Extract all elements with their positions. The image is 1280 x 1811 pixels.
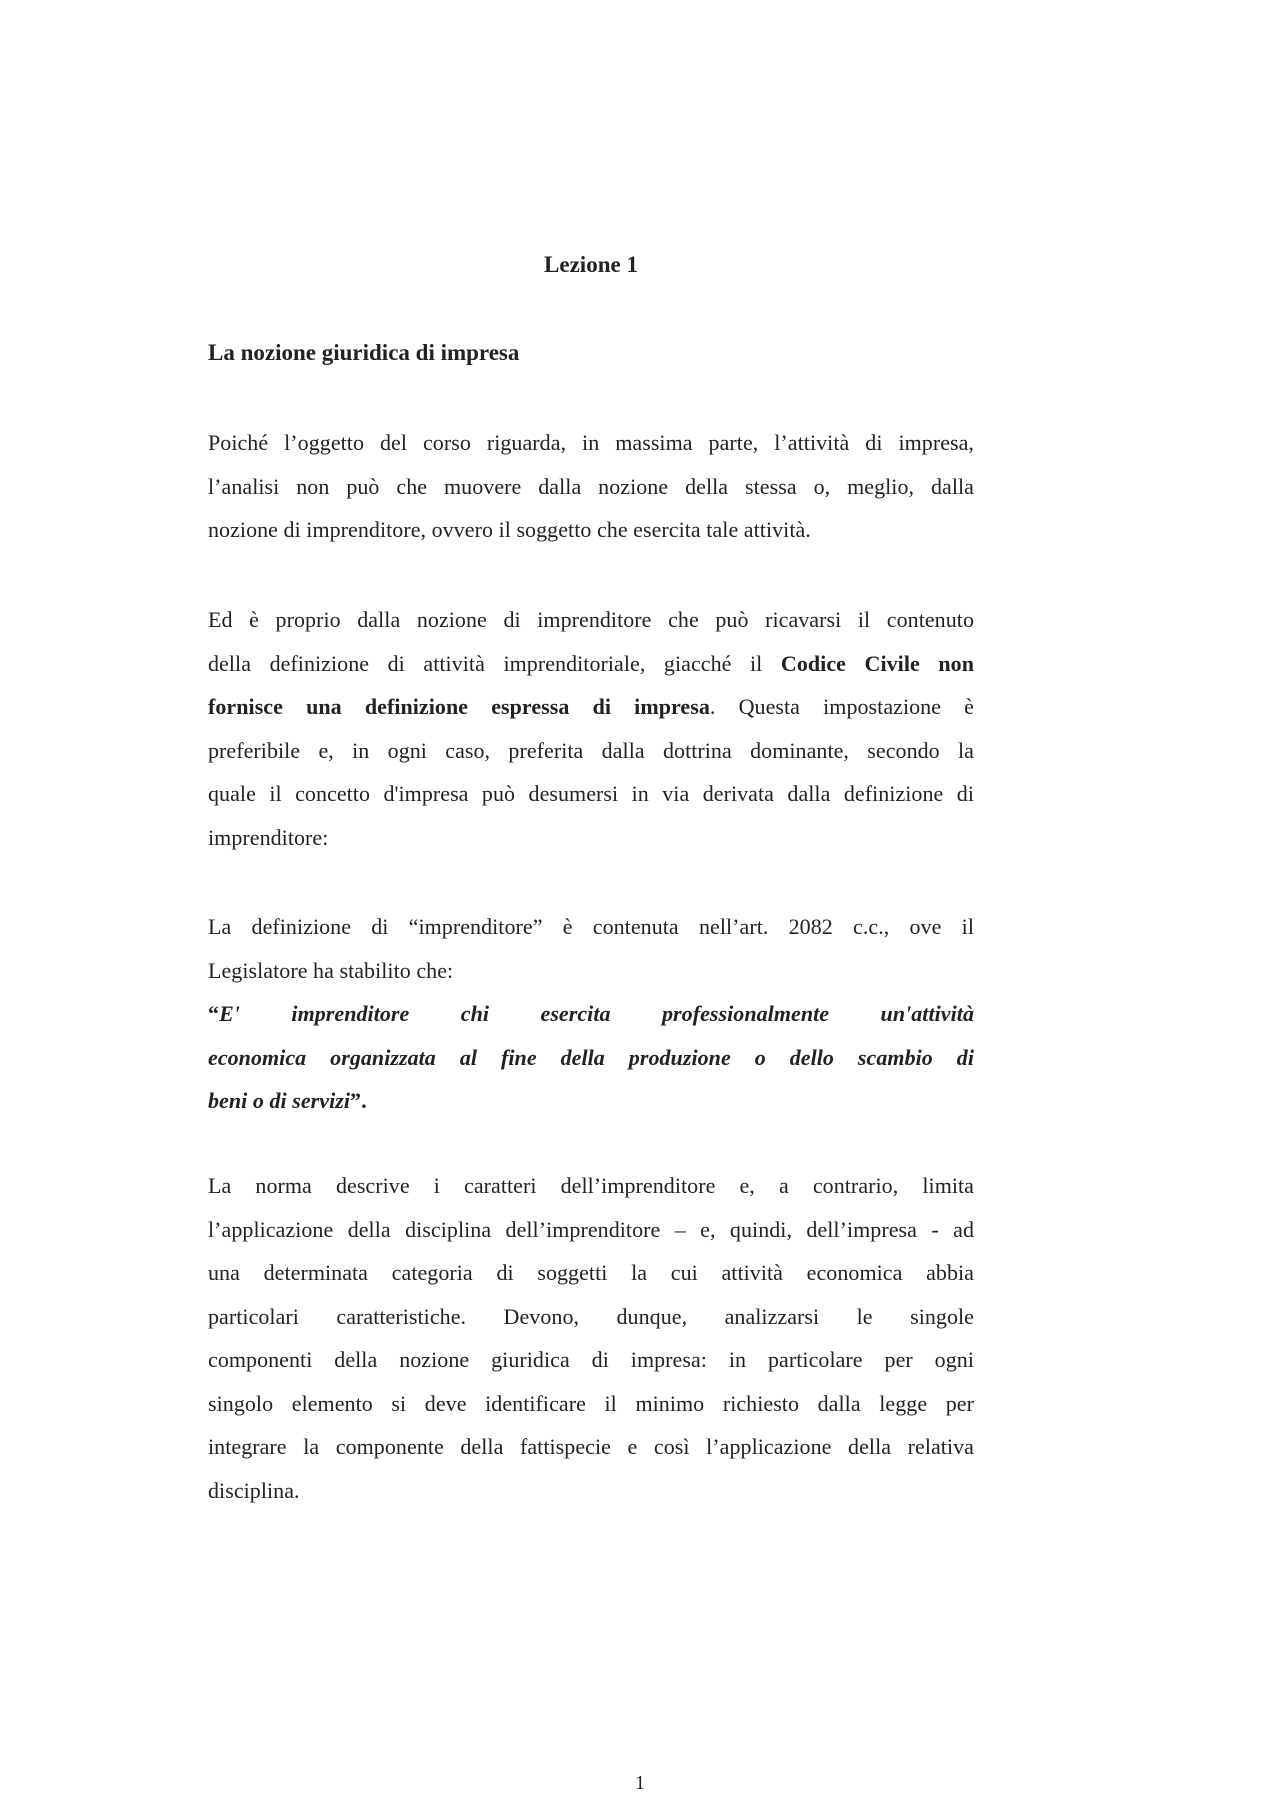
paragraph-1 (208, 421, 974, 552)
emphasis-definition: fornisce una definizione espressa di impresa (208, 694, 710, 719)
paragraph-4-line: disciplina. (208, 1477, 300, 1503)
lesson-title: Lezione 1 (544, 252, 638, 277)
paragraph-4-line: l’applicazione della disciplina dell’imprenditore – e, quindi, dell’impresa - ad (208, 1216, 974, 1242)
paragraph-4-line: componenti della nozione giuridica di impresa: in particolare per ogni (208, 1347, 974, 1372)
section-title: La nozione giuridica di impresa (208, 340, 520, 365)
quote-line (208, 1079, 974, 1123)
paragraph-3-line: Legislatore ha stabilito che: (208, 957, 454, 983)
quote-close-mark: ”. (350, 1088, 367, 1113)
paragraph-2-line: preferibile e, in ogni caso, preferita dalla dottrina dominante, secondo la (208, 737, 974, 763)
quote-line: economica organizzata al fine della produzione o dello scambio di (208, 1044, 974, 1070)
emphasis-civil-code: Codice Civile non (780, 650, 974, 676)
paragraph-2-text: . Questa impostazione è (709, 694, 974, 719)
paragraph-2-line: imprenditore: (208, 824, 329, 850)
paragraph-3-line: La definizione di “imprenditore” è contenuta nell’art. 2082 c.c., ove il (208, 914, 974, 939)
paragraph-2-line (208, 642, 974, 686)
paragraph-2-line: quale il concetto d'impresa può desumersi in via derivata dalla definizione di (208, 781, 974, 806)
paragraph-1-line: l’analisi non può che muovere dalla nozione della stessa o, meglio, dalla (208, 473, 974, 499)
paragraph-3 (208, 905, 974, 1123)
paragraph-2 (208, 598, 974, 859)
paragraph-2-text: della definizione di attività imprenditoriale, giacché il (208, 650, 781, 676)
paragraph-4-line: particolari caratteristiche. Devono, dunque, analizzarsi le singole (208, 1303, 974, 1329)
paragraph-4-line: singolo elemento si deve identificare il minimo richiesto dalla legge per (208, 1390, 974, 1416)
paragraph-4-line: La norma descrive i caratteri dell’imprenditore e, a contrario, limita (208, 1173, 974, 1198)
paragraph-4-line: integrare la componente della fattispecie e così l’applicazione della relativa (208, 1434, 974, 1459)
paragraph-4-line: una determinata categoria di soggetti la cui attività economica abbia (208, 1260, 974, 1285)
paragraph-2-line (208, 685, 974, 729)
quote-text: beni o di servizi (208, 1088, 351, 1113)
paragraph-1-line: Poiché l’oggetto del corso riguarda, in massima parte, l’attività di impresa, (208, 430, 974, 455)
quote-text: E' imprenditore chi esercita professionalmente un'attività (219, 1001, 974, 1026)
paragraph-4 (208, 1164, 974, 1512)
quote-line (208, 992, 974, 1036)
paragraph-2-line: Ed è proprio dalla nozione di imprenditore che può ricavarsi il contenuto (208, 607, 974, 632)
page-number: 1 (635, 1772, 645, 1794)
quote-open-mark: “ (208, 1001, 220, 1026)
paragraph-1-line: nozione di imprenditore, ovvero il soggetto che esercita tale attività. (208, 517, 811, 542)
